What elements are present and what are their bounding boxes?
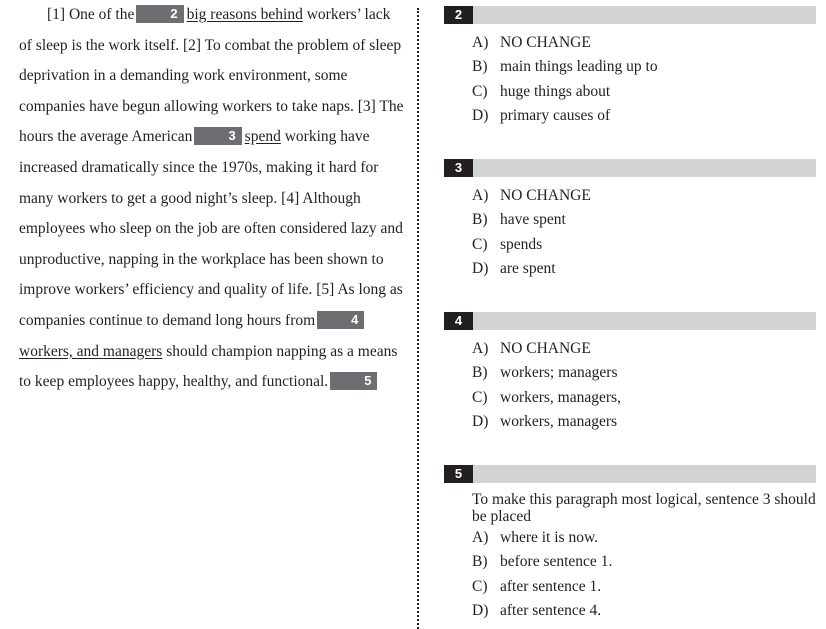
answer-option-a[interactable] bbox=[444, 31, 816, 55]
question-header bbox=[444, 6, 816, 24]
answer-option-b[interactable] bbox=[444, 55, 816, 79]
underlined-phrase-4[interactable]: workers, and managers bbox=[19, 342, 163, 360]
question-4 bbox=[444, 312, 816, 435]
question-marker-4[interactable]: 4 bbox=[317, 311, 364, 329]
question-header bbox=[444, 159, 816, 177]
option-text: NO CHANGE bbox=[500, 340, 591, 357]
option-text: spends bbox=[500, 235, 543, 253]
option-letter: C) bbox=[472, 82, 488, 100]
answer-options bbox=[444, 184, 816, 282]
question-number: 4 bbox=[444, 312, 473, 330]
option-text: workers, managers, bbox=[500, 388, 621, 406]
answer-option-a[interactable] bbox=[444, 184, 816, 208]
option-letter: D) bbox=[472, 602, 489, 620]
underlined-phrase-3[interactable]: spend bbox=[244, 128, 281, 146]
answer-options bbox=[444, 526, 816, 624]
answer-option-c[interactable] bbox=[444, 386, 816, 410]
answer-options bbox=[444, 337, 816, 435]
option-letter: D) bbox=[472, 107, 489, 125]
question-5 bbox=[444, 465, 816, 624]
answer-option-d[interactable] bbox=[444, 599, 816, 623]
question-header bbox=[444, 465, 816, 483]
option-text: main things leading up to bbox=[500, 58, 658, 76]
passage-text: [1] One of the bbox=[47, 6, 135, 23]
option-letter: A) bbox=[472, 187, 489, 204]
question-marker-2[interactable]: 2 bbox=[136, 5, 183, 23]
option-text: where it is now. bbox=[500, 529, 599, 546]
passage-text: workers’ lack of sleep is the work itself. [2] To combat the problem of sleep deprivation in a demanding work environment, some companies have begun allowing workers to take naps. [3] The hours the average American bbox=[19, 6, 404, 146]
underlined-phrase-2[interactable]: big reasons behind bbox=[186, 6, 303, 23]
question-2 bbox=[444, 6, 816, 129]
question-number: 3 bbox=[444, 159, 473, 177]
option-letter: D) bbox=[472, 413, 489, 431]
answer-option-c[interactable] bbox=[444, 575, 816, 599]
option-letter: B) bbox=[472, 364, 488, 382]
option-text: workers, managers bbox=[500, 413, 618, 431]
answer-option-a[interactable] bbox=[444, 337, 816, 361]
question-header bbox=[444, 312, 816, 330]
answer-options bbox=[444, 31, 816, 129]
option-text: NO CHANGE bbox=[500, 34, 591, 51]
option-letter: B) bbox=[472, 553, 488, 571]
answer-option-b[interactable] bbox=[444, 550, 816, 574]
question-number: 2 bbox=[444, 6, 473, 24]
option-text: before sentence 1. bbox=[500, 553, 613, 571]
option-letter: B) bbox=[472, 58, 488, 76]
option-letter: A) bbox=[472, 529, 489, 546]
option-text: have spent bbox=[500, 211, 566, 229]
answer-option-d[interactable] bbox=[444, 104, 816, 128]
question-number: 5 bbox=[444, 465, 473, 483]
option-letter: C) bbox=[472, 235, 488, 253]
column-divider bbox=[417, 8, 419, 629]
answer-option-d[interactable] bbox=[444, 257, 816, 281]
option-text: huge things about bbox=[500, 82, 611, 100]
passage-text: working have increased dramatically since the 1970s, making it hard for many workers to get a good night’s sleep. [4] Although employees who sleep on the job are often considered lazy and unproductive, napping in the workplace has been shown to improve workers’ efficiency and quality of life. [5] As long as companies continue to demand long hours from bbox=[19, 128, 403, 329]
option-text: primary causes of bbox=[500, 107, 611, 125]
passage bbox=[19, 0, 404, 398]
passage-text: should champion napping as a means to keep employees happy, healthy, and functional. bbox=[19, 342, 398, 391]
question-3 bbox=[444, 159, 816, 282]
option-letter: C) bbox=[472, 388, 488, 406]
option-letter: A) bbox=[472, 340, 489, 357]
answer-option-c[interactable] bbox=[444, 80, 816, 104]
question-prompt: To make this paragraph most logical, sentence 3 should be placed bbox=[472, 491, 816, 525]
answer-option-a[interactable] bbox=[444, 526, 816, 550]
answer-option-c[interactable] bbox=[444, 233, 816, 257]
option-letter: C) bbox=[472, 577, 488, 595]
question-marker-3[interactable]: 3 bbox=[194, 127, 241, 145]
option-text: NO CHANGE bbox=[500, 187, 591, 204]
option-text: after sentence 1. bbox=[500, 577, 602, 595]
option-text: workers; managers bbox=[500, 364, 618, 382]
passage-paragraph bbox=[19, 0, 404, 398]
option-text: after sentence 4. bbox=[500, 602, 602, 620]
answer-option-b[interactable] bbox=[444, 361, 816, 385]
answer-option-d[interactable] bbox=[444, 410, 816, 434]
option-letter: A) bbox=[472, 34, 489, 51]
question-marker-5[interactable]: 5 bbox=[330, 372, 377, 390]
option-letter: D) bbox=[472, 260, 489, 278]
answer-option-b[interactable] bbox=[444, 208, 816, 232]
option-letter: B) bbox=[472, 211, 488, 229]
option-text: are spent bbox=[500, 260, 556, 278]
